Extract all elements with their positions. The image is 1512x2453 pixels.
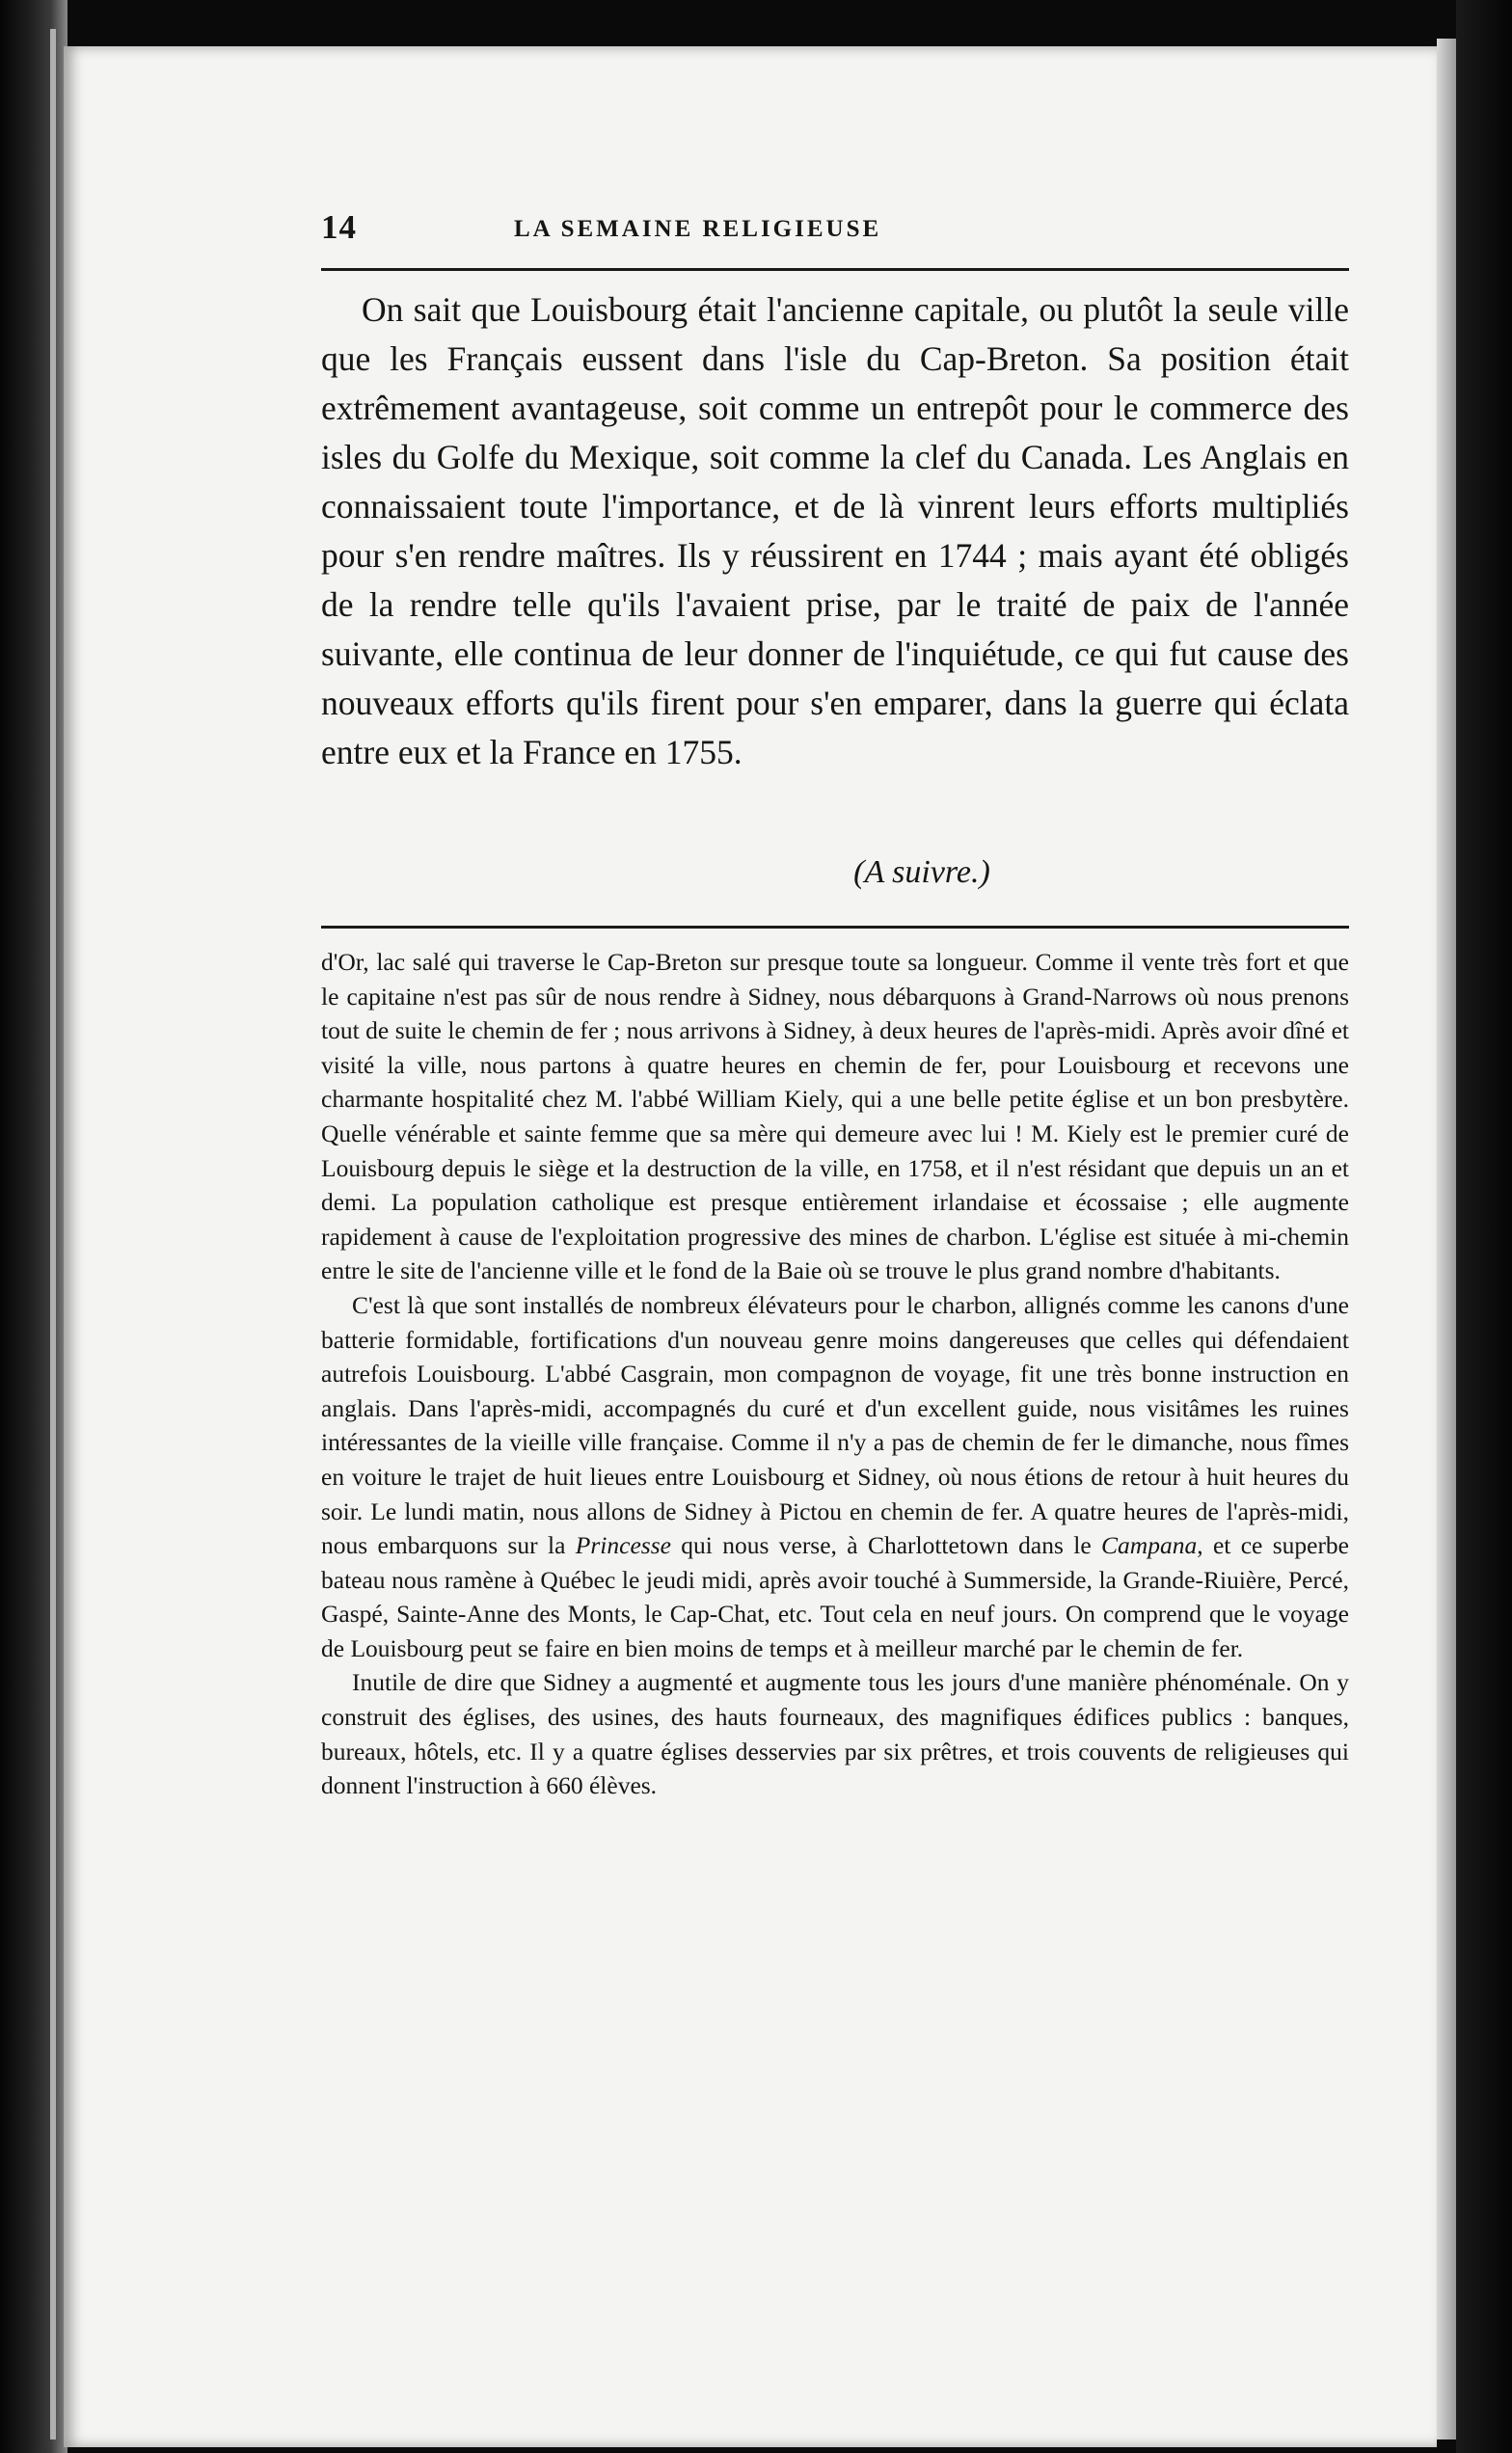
right-page-edge — [1456, 0, 1512, 2453]
footnote-paragraph-2-part-3: , et ce superbe bateau nous ramène à Québec le jeudi midi, après avoir touché à Summerside, la Grande-Riuière, Percé, Gaspé, Sainte-Anne des Monts, le Cap-Chat, etc. Tout cela en neuf jours. On comprend que le voyage de Louisbourg peut se faire en bien moins de temps et à meilleur marché par le chemin de fer. — [321, 1531, 1350, 1662]
footnote-paragraph-2-part-2: qui nous verse, à Charlottetown dans le — [670, 1531, 1102, 1560]
left-page-edge-highlight — [50, 29, 56, 2440]
ship-name-princesse: Princesse — [575, 1531, 671, 1560]
footnote — [321, 945, 1349, 1803]
page-sheet — [64, 46, 1437, 2447]
main-paragraph: On sait que Louisbourg était l'ancienne capitale, ou plutôt la seule ville que les Français eussent dans l'isle du Cap-Breton. Sa position était extrêmement avantageuse, soit comme un entrepôt pour le commerce des isles du Golfe du Mexique, soit comme la clef du Canada. Les Anglais en connaissaient toute l'importance, et de là vinrent leurs efforts multipliés pour s'en rendre maîtres. Ils y réussirent en 1744 ; mais ayant été obligés de la rendre telle qu'ils l'avaient prise, par le traité de paix de l'année suivante, elle continua de leur donner de l'inquiétude, ce qui fut cause des nouveaux efforts qu'ils firent pour s'en emparer, dans la guerre qui éclata entre eux et la France en 1755. — [321, 290, 1349, 771]
footnote-paragraph-2 — [321, 1288, 1349, 1666]
left-page-edge — [0, 0, 68, 2453]
running-head: LA SEMAINE RELIGIEUSE — [514, 216, 882, 242]
footnote-rule — [321, 926, 1349, 929]
right-page-edge-highlight — [1437, 39, 1456, 2440]
footnote-paragraph-2-part-1: C'est là que sont installés de nombreux élévateurs pour le charbon, allignés comme les canons d'une batterie formidable, fortifications d'un nouveau genre moins dangereuses que celles qui défendaient autrefois Louisbourg. L'abbé Casgrain, mon compagnon de voyage, fit une très bonne instruction en anglais. Dans l'après-midi, accompagnés du curé et d'un excellent guide, nous visitâmes les ruines intéressantes de la vieille ville française. Comme il n'y a pas de chemin de fer le dimanche, nous fîmes en voiture le trajet de huit lieues entre Louisbourg et Sidney, où nous étions de retour à huit heures du soir. Le lundi matin, nous allons de Sidney à Pictou en chemin de fer. A quatre heures de l'après-midi, nous embarquons sur la — [321, 1290, 1349, 1560]
footnote-paragraph-3: Inutile de dire que Sidney a augmenté et augmente tous les jours d'une manière phénoménale. On y construit des églises, des usines, des hauts fourneaux, des magnifiques édifices publics : banques, bureaux, hôtels, etc. Il y a quatre églises desservies par six prêtres, et trois couvents de religieuses qui donnent l'instruction à 660 élèves. — [321, 1668, 1349, 1800]
ship-name-campana: Campana — [1101, 1531, 1198, 1560]
page-header — [321, 208, 1349, 256]
header-rule — [321, 268, 1349, 271]
footnote-paragraph-1: d'Or, lac salé qui traverse le Cap-Breton sur presque toute sa longueur. Comme il vente très fort et que le capitaine n'est pas sûr de nous rendre à Sidney, nous débarquons à Grand-Narrows où nous prenons tout de suite le chemin de fer ; nous arrivons à Sidney, à deux heures de l'après-midi. Après avoir dîné et visité la ville, nous partons à quatre heures en chemin de fer, pour Louisbourg et recevons une charmante hospitalité chez M. l'abbé William Kiely, qui a une belle petite église et un bon presbytère. Quelle vénérable et sainte femme que sa mère qui demeure avec lui ! M. Kiely est le premier curé de Louisbourg depuis le siège et la destruction de la ville, en 1758, et il n'est résidant que depuis un an et demi. La population catholique est presque entièrement irlandaise et écossaise ; elle augmente rapidement à cause de l'exploitation progressive des mines de charbon. L'église est située à mi-chemin entre le site de l'ancienne ville et le fond de la Baie où se trouve le plus grand nombre d'habitants. — [321, 948, 1349, 1285]
page-number: 14 — [321, 208, 357, 246]
main-text — [321, 285, 1349, 777]
to-be-continued: (A suivre.) — [853, 854, 990, 890]
